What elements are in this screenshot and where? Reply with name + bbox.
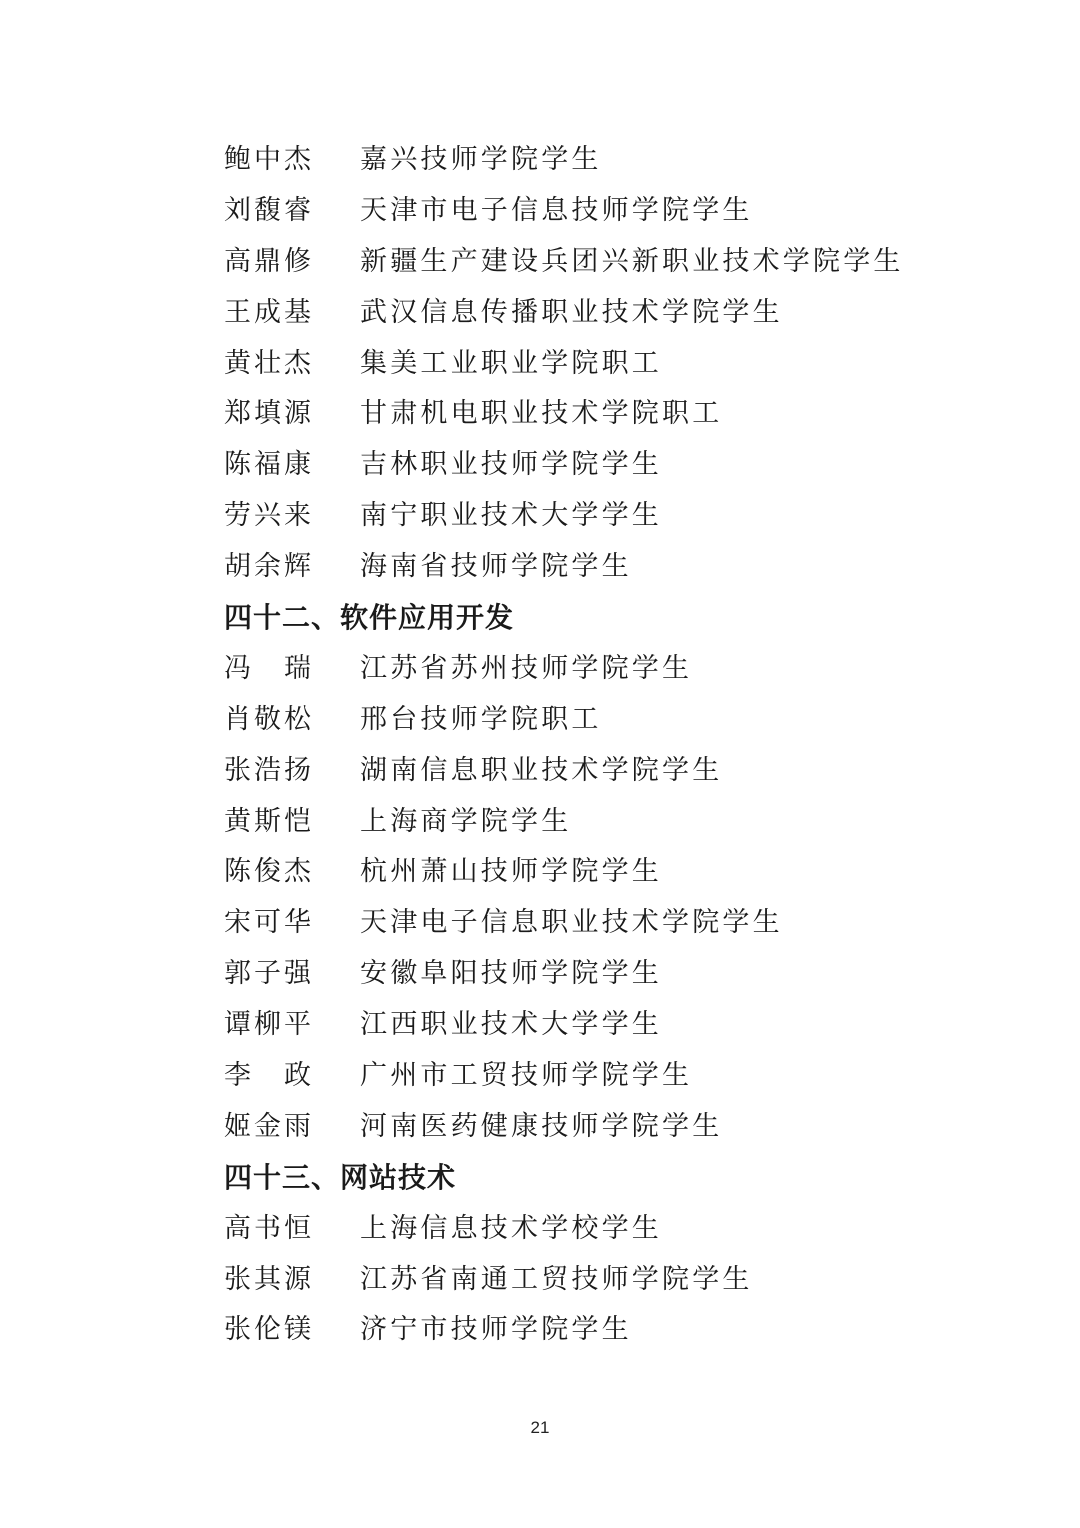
person-name: 王成基 (224, 296, 314, 328)
list-item (224, 746, 984, 797)
organization: 上海信息技术学校学生 (360, 1212, 662, 1244)
list-item (224, 135, 984, 186)
organization: 湖南信息职业技术学院学生 (360, 754, 723, 786)
organization: 南宁职业技术大学学生 (360, 500, 662, 532)
list-item (224, 1305, 984, 1356)
organization: 河南医药健康技师学院学生 (360, 1110, 723, 1142)
person-name: 张浩扬 (224, 754, 314, 786)
person-name: 胡余辉 (224, 551, 314, 583)
organization: 吉林职业技师学院学生 (360, 449, 662, 481)
organization: 江苏省南通工贸技师学院学生 (360, 1263, 753, 1295)
person-name: 郭子强 (224, 958, 314, 990)
person-name: 高书恒 (224, 1212, 314, 1244)
organization: 上海商学院学生 (360, 805, 572, 837)
organization: 海南省技师学院学生 (360, 551, 632, 583)
person-name: 李 政 (224, 1060, 314, 1092)
person-name: 鲍中杰 (224, 144, 314, 175)
person-name: 冯 瑞 (224, 652, 314, 684)
section-heading: 四十三、网站技术 (224, 1160, 457, 1194)
list-item (224, 186, 984, 237)
list-item (224, 695, 984, 746)
list-item (224, 288, 984, 339)
organization: 天津市电子信息技师学院学生 (360, 194, 753, 226)
person-name: 陈俊杰 (224, 856, 314, 888)
person-name: 黄壮杰 (224, 347, 314, 379)
list-item (224, 339, 984, 390)
organization: 甘肃机电职业技术学院职工 (360, 398, 723, 430)
organization: 江西职业技术大学学生 (360, 1009, 662, 1041)
person-name: 宋可华 (224, 907, 314, 939)
person-name: 谭柳平 (224, 1009, 314, 1041)
organization: 天津电子信息职业技术学院学生 (360, 907, 783, 939)
person-name: 黄斯恺 (224, 805, 314, 837)
list-item (224, 1204, 984, 1255)
person-name: 刘馥睿 (224, 194, 314, 226)
list-item (224, 542, 984, 593)
list-item (224, 949, 984, 1000)
list-item (224, 1102, 984, 1153)
list-item (224, 797, 984, 848)
organization: 新疆生产建设兵团兴新职业技术学院学生 (360, 245, 904, 277)
list-item (224, 440, 984, 491)
list-item (224, 847, 984, 898)
person-name: 劳兴来 (224, 500, 314, 532)
award-list (224, 135, 984, 1356)
organization: 嘉兴技师学院学生 (360, 144, 602, 175)
list-item (224, 237, 984, 288)
organization: 济宁市技师学院学生 (360, 1314, 632, 1346)
list-item (224, 1051, 984, 1102)
list-item (224, 1255, 984, 1306)
organization: 杭州萧山技师学院学生 (360, 856, 662, 888)
organization: 安徽阜阳技师学院学生 (360, 958, 662, 990)
person-name: 高鼎修 (224, 245, 314, 277)
section-heading: 四十二、软件应用开发 (224, 601, 515, 635)
list-item (224, 898, 984, 949)
organization: 集美工业职业学院职工 (360, 347, 662, 379)
list-item (224, 389, 984, 440)
organization: 武汉信息传播职业技术学院学生 (360, 296, 783, 328)
list-item (224, 644, 984, 695)
list-item (224, 491, 984, 542)
person-name: 陈福康 (224, 449, 314, 481)
person-name: 郑填源 (224, 398, 314, 430)
organization: 广州市工贸技师学院学生 (360, 1060, 693, 1092)
person-name: 张其源 (224, 1263, 314, 1295)
person-name: 肖敬松 (224, 703, 314, 735)
organization: 江苏省苏州技师学院学生 (360, 652, 693, 684)
organization: 邢台技师学院职工 (360, 703, 602, 735)
list-item (224, 1000, 984, 1051)
person-name: 张伦镁 (224, 1314, 314, 1346)
page-number: 21 (530, 1418, 550, 1437)
person-name: 姬金雨 (224, 1110, 314, 1142)
